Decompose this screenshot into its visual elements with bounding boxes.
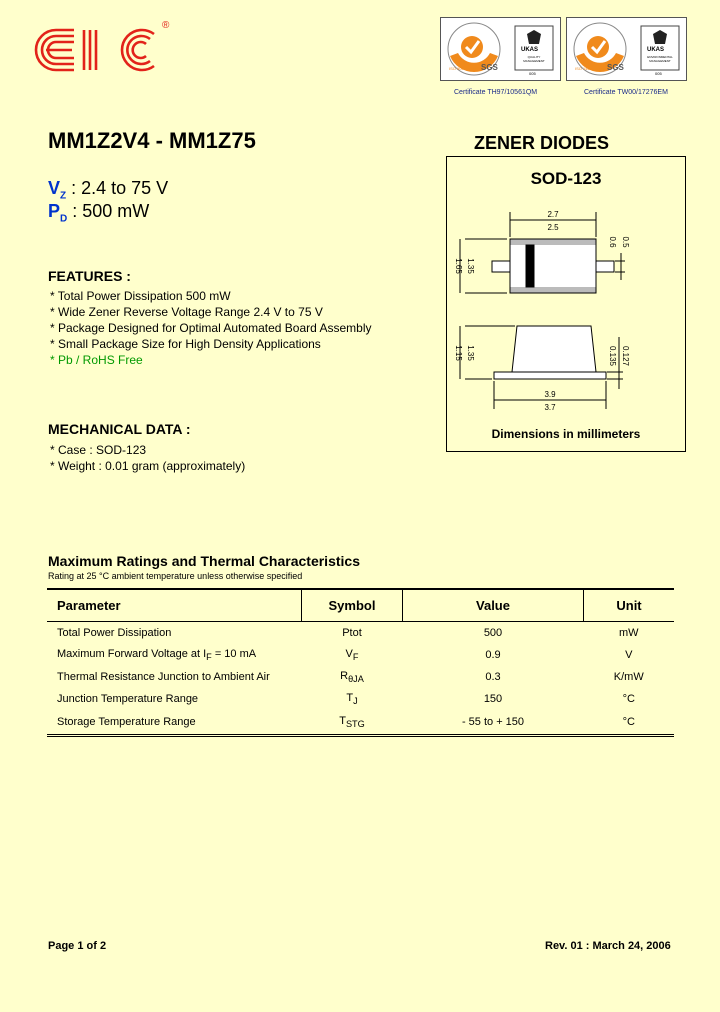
ukas-number: 005 — [655, 71, 662, 76]
dim-lead-w-min: 0.5 — [621, 236, 630, 248]
mechanical-list — [50, 442, 245, 474]
features-list — [50, 288, 372, 368]
cell-parameter — [47, 644, 302, 666]
cell-unit: K/mW — [613, 671, 644, 683]
cell-unit: V — [625, 649, 633, 661]
dim-lead-w-max: 0.6 — [608, 236, 617, 248]
table-row — [47, 622, 674, 645]
dim-total-len-min: 3.7 — [544, 403, 556, 412]
ukas-label: UKAS — [647, 47, 665, 53]
ratings-subtitle: Rating at 25 °C ambient temperature unless otherwise specified — [48, 571, 303, 581]
cell-symbol — [302, 622, 403, 645]
param-subscript: F — [206, 652, 212, 663]
dim-top-len-max: 2.7 — [547, 210, 559, 219]
ukas-label: UKAS — [521, 47, 539, 53]
device-category: ZENER DIODES — [474, 133, 610, 153]
ukas-sub-label: ENVIRONMENTAL MANAGEMENT — [647, 55, 673, 63]
symbol-subscript: STG — [345, 719, 365, 730]
table-row — [47, 666, 674, 688]
dim-top-len-min: 2.5 — [547, 223, 559, 232]
dim-body-h-min: 1.35 — [466, 258, 475, 274]
certificate-label-environment: Certificate TW00/17276EM — [584, 89, 668, 96]
dim-lead-t-min: 0.127 — [621, 345, 630, 367]
cell-parameter: Junction Temperature Range — [57, 693, 199, 705]
dim-side-h-max: 1.15 — [454, 345, 463, 361]
ratings-table — [47, 588, 674, 737]
cell-parameter: Thermal Resistance Junction to Ambient Air — [57, 671, 270, 683]
sgs-label: SGS — [607, 63, 624, 72]
cell-symbol — [302, 666, 403, 688]
symbol-main: T — [339, 714, 346, 727]
certificate-badge-quality — [440, 17, 561, 81]
part-number-title: MM1Z2V4 - MM1Z75 — [48, 128, 256, 153]
param-tail: = 10 mA — [211, 647, 257, 660]
table-row — [47, 688, 674, 710]
cell-unit: mW — [618, 627, 639, 639]
mechanical-heading: MECHANICAL DATA : — [48, 421, 191, 437]
symbol-main: T — [346, 691, 354, 704]
pd-value: : 500 mW — [67, 201, 150, 221]
ratings-title: Maximum Ratings and Thermal Characteristics — [48, 553, 360, 569]
symbol-main: R — [340, 669, 349, 682]
registered-mark: ® — [162, 20, 170, 31]
iso-seal-text: ISO 9001:2000 — [449, 66, 476, 71]
certificate-label-quality: Certificate TH97/10561QM — [454, 89, 538, 96]
col-header-value: Value — [403, 589, 584, 622]
cell-value: 0.9 — [485, 649, 501, 661]
features-heading: FEATURES : — [48, 268, 131, 284]
symbol-main: V — [345, 647, 353, 660]
cell-unit: °C — [622, 693, 635, 705]
iso-seal-text: ISO 14001:2004 — [575, 66, 605, 71]
zener-voltage-spec — [48, 178, 168, 202]
cell-value: 150 — [483, 693, 503, 705]
eic-logo-graphic — [34, 24, 174, 76]
table-row — [47, 644, 674, 666]
package-dimension-drawing — [447, 157, 685, 423]
cell-value: - 55 to + 150 — [403, 710, 584, 736]
mechanical-item: * Weight : 0.01 gram (approximately) — [50, 459, 246, 473]
mechanical-item: * Case : SOD-123 — [50, 443, 147, 457]
cell-parameter: Storage Temperature Range — [47, 710, 302, 736]
dimensions-caption: Dimensions in millimeters — [491, 427, 641, 441]
dim-body-h-max: 1.65 — [454, 258, 463, 274]
dim-side-h-min: 1.35 — [466, 345, 475, 361]
col-header-unit: Unit — [584, 589, 675, 622]
sgs-label: SGS — [481, 63, 498, 72]
table-row — [47, 710, 674, 736]
page-number: Page 1 of 2 — [48, 940, 107, 952]
feature-item: * Small Package Size for High Density Applications — [50, 337, 321, 351]
vz-value: : 2.4 to 75 V — [66, 178, 169, 198]
cell-value: 0.3 — [485, 671, 501, 683]
symbol-subscript: J — [353, 696, 358, 707]
feature-item: * Package Designed for Optimal Automated Board Assembly — [50, 321, 372, 335]
cell-symbol — [302, 688, 403, 710]
symbol-subscript: F — [352, 652, 359, 663]
table-header-row — [47, 589, 674, 622]
package-name: SOD-123 — [530, 169, 602, 188]
symbol-main: Ptot — [342, 627, 362, 639]
feature-item: * Total Power Dissipation 500 mW — [50, 289, 231, 303]
ukas-sub-label: QUALITY MANAGEMENT — [523, 55, 545, 63]
cell-unit: °C — [584, 710, 675, 736]
param-main: Maximum Forward Voltage at I — [57, 647, 207, 660]
pd-symbol: P — [48, 201, 61, 221]
ukas-number: 005 — [529, 71, 536, 76]
power-dissipation-spec — [48, 201, 149, 225]
vz-symbol: V — [48, 178, 61, 198]
vz-subscript: Z — [60, 190, 67, 202]
pd-subscript: D — [60, 213, 68, 225]
dim-total-len-max: 3.9 — [544, 390, 556, 399]
col-header-parameter: Parameter — [47, 589, 302, 622]
cell-symbol — [302, 710, 403, 736]
cell-parameter: Total Power Dissipation — [57, 627, 172, 639]
cell-symbol — [302, 644, 403, 666]
feature-item: * Wide Zener Reverse Voltage Range 2.4 V to 75 V — [50, 305, 323, 319]
certificate-badge-environment — [566, 17, 687, 81]
feature-item-rohs: * Pb / RoHS Free — [50, 353, 143, 367]
col-header-symbol: Symbol — [302, 589, 403, 622]
eic-logo — [34, 20, 174, 76]
revision-date: Rev. 01 : March 24, 2006 — [545, 940, 671, 952]
symbol-subscript: θJA — [348, 674, 364, 685]
dim-lead-t-max: 0.135 — [608, 345, 617, 367]
cell-value: 500 — [483, 627, 503, 639]
